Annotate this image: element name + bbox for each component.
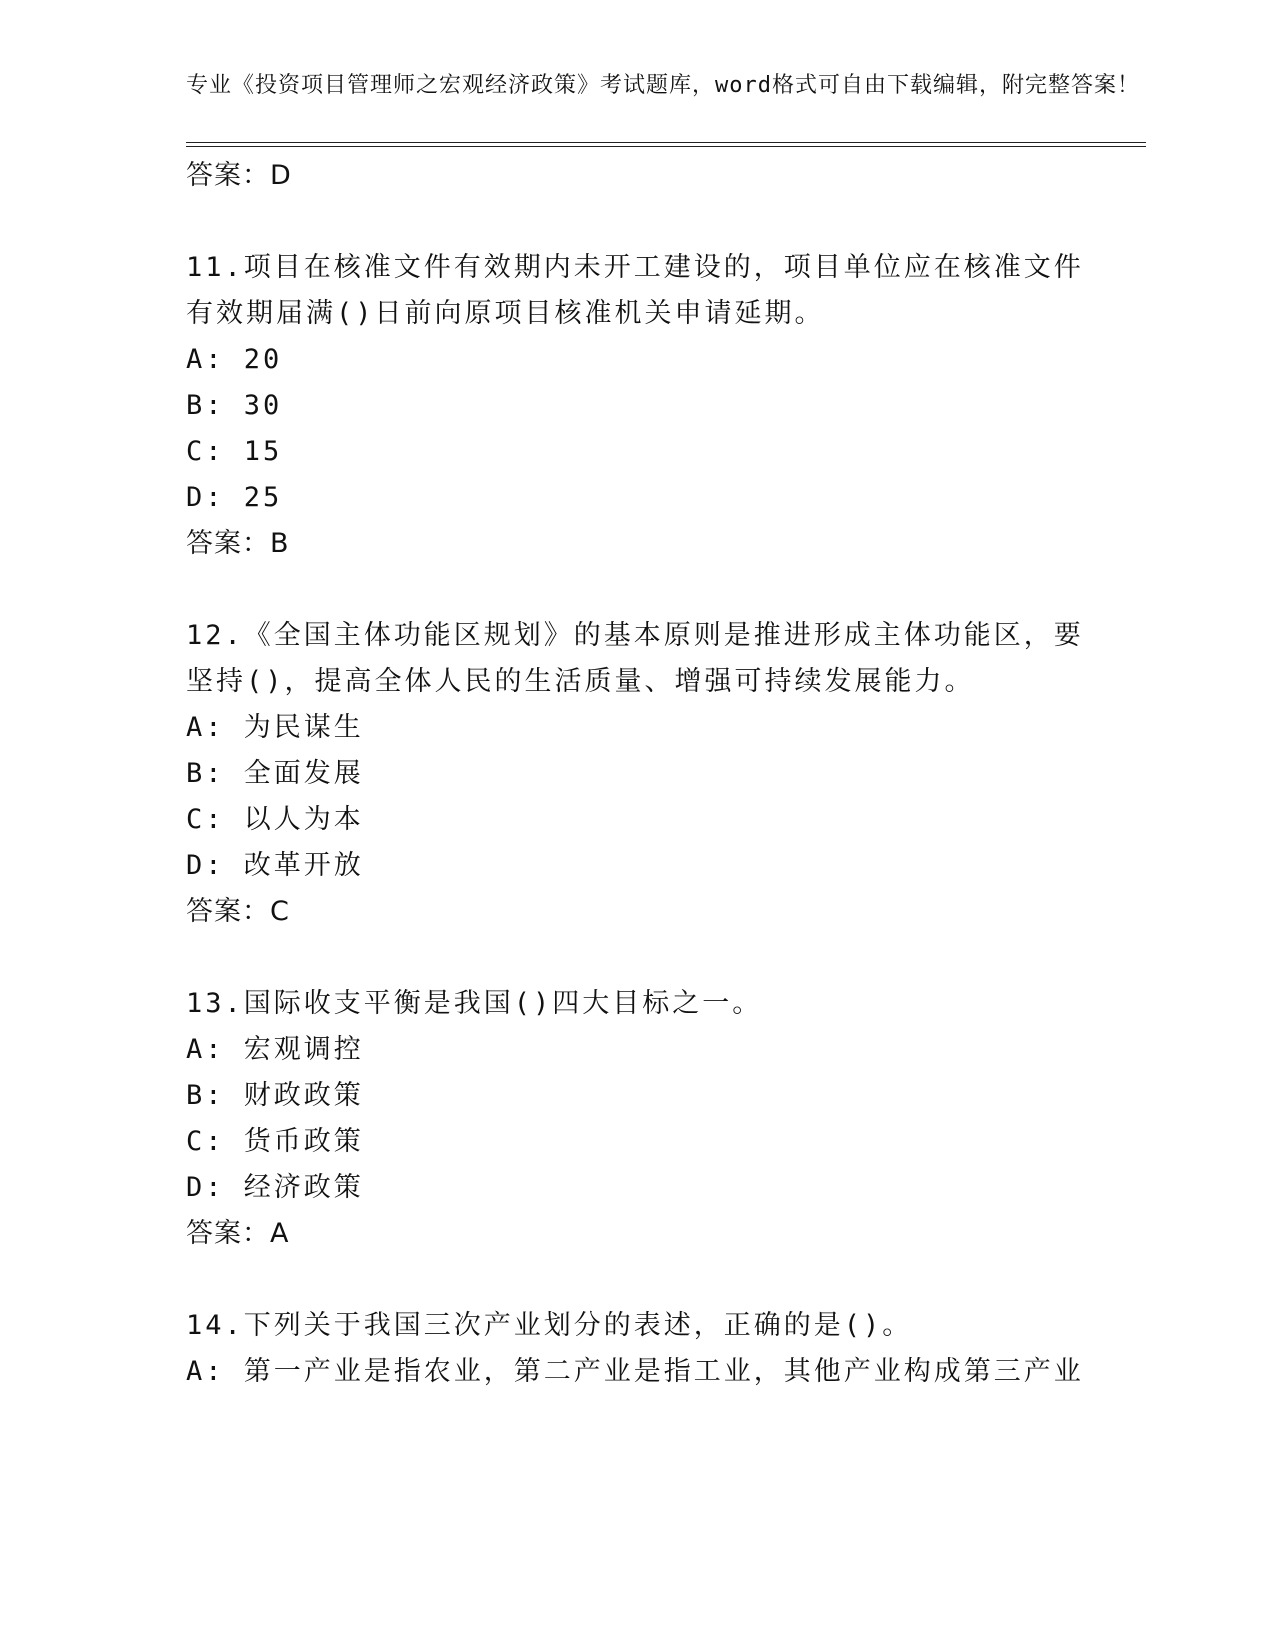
question-12 [186, 613, 1146, 935]
option-c: C: 15 [186, 436, 283, 467]
option-d: D: 经济政策 [186, 1172, 364, 1203]
question-11 [186, 245, 1146, 567]
option-c: C: 以人为本 [186, 804, 364, 835]
option-d: D: 25 [186, 482, 283, 513]
answer-line: 答案：A [186, 1218, 290, 1249]
option-a: A: 为民谋生 [186, 712, 364, 743]
question-stem: 13.国际收支平衡是我国()四大目标之一。 [186, 988, 763, 1019]
option-a: A: 第一产业是指农业，第二产业是指工业，其他产业构成第三产业 [186, 1356, 1084, 1387]
question-stem: 12.《全国主体功能区规划》的基本原则是推进形成主体功能区，要坚持()，提高全体人民的生活质量、增强可持续发展能力。 [186, 620, 1084, 697]
previous-answer: 答案：D [186, 160, 292, 191]
option-d: D: 改革开放 [186, 850, 364, 881]
option-b: B: 全面发展 [186, 758, 364, 789]
document-header: 专业《投资项目管理师之宏观经济政策》考试题库，word格式可自由下载编辑，附完整答案！ [186, 73, 1140, 98]
option-a: A: 宏观调控 [186, 1034, 364, 1065]
option-c: C: 货币政策 [186, 1126, 364, 1157]
question-13 [186, 981, 1146, 1257]
document-page [186, 70, 1146, 1395]
question-stem: 14.下列关于我国三次产业划分的表述，正确的是()。 [186, 1310, 913, 1341]
option-b: B: 30 [186, 390, 283, 421]
option-b: B: 财政政策 [186, 1080, 364, 1111]
answer-line: 答案：C [186, 896, 290, 927]
header-divider [186, 142, 1146, 147]
question-14 [186, 1303, 1146, 1395]
question-stem: 11.项目在核准文件有效期内未开工建设的，项目单位应在核准文件有效期届满()日前向原项目核准机关申请延期。 [186, 252, 1084, 329]
option-a: A: 20 [186, 344, 283, 375]
answer-line: 答案：B [186, 528, 290, 559]
